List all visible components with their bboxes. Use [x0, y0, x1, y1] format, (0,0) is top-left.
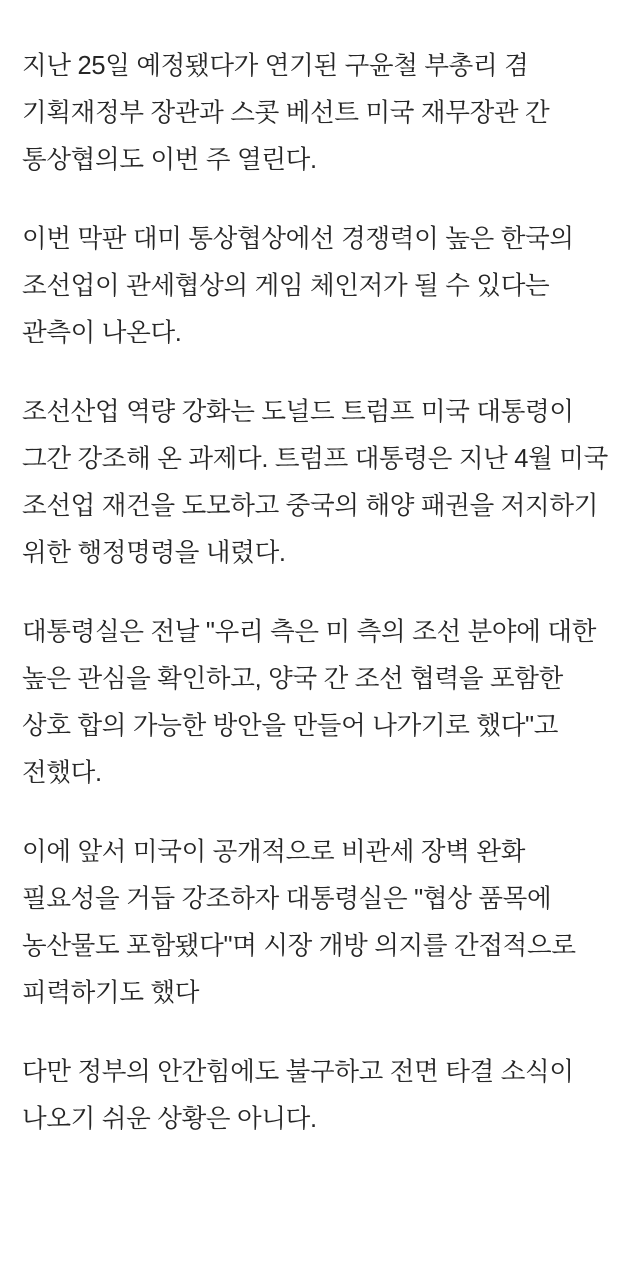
- article-paragraph: 대통령실은 전날 "우리 측은 미 측의 조선 분야에 대한 높은 관심을 확인하고, 양국 간 조선 협력을 포함한 상호 합의 가능한 방안을 만들어 나가기로 했다"고 전했다.: [22, 618, 597, 787]
- article-paragraph: 지난 25일 예정됐다가 연기된 구윤철 부총리 겸 기획재정부 장관과 스콧 베선트 미국 재무장관 간 통상협의도 이번 주 열린다.: [22, 52, 550, 174]
- article-paragraph: 이번 막판 대미 통상협상에선 경쟁력이 높은 한국의 조선업이 관세협상의 게임 체인저가 될 수 있다는 관측이 나온다.: [22, 225, 574, 347]
- article-paragraph: 조선산업 역량 강화는 도널드 트럼프 미국 대통령이 그간 강조해 온 과제다. 트럼프 대통령은 지난 4월 미국 조선업 재건을 도모하고 중국의 해양 패권을 저지하기 위한 행정명령을 내렸다.: [22, 398, 608, 567]
- article-paragraph: 다만 정부의 안간힘에도 불구하고 전면 타결 소식이 나오기 쉬운 상황은 아니다.: [22, 1058, 574, 1133]
- article-paragraph: [22, 0, 618, 11]
- article-paragraph: 이에 앞서 미국이 공개적으로 비관세 장벽 완화 필요성을 거듭 강조하자 대통령실은 "협상 품목에 농산물도 포함됐다"며 시장 개방 의지를 간접적으로 피력하기도 했다: [22, 838, 576, 1007]
